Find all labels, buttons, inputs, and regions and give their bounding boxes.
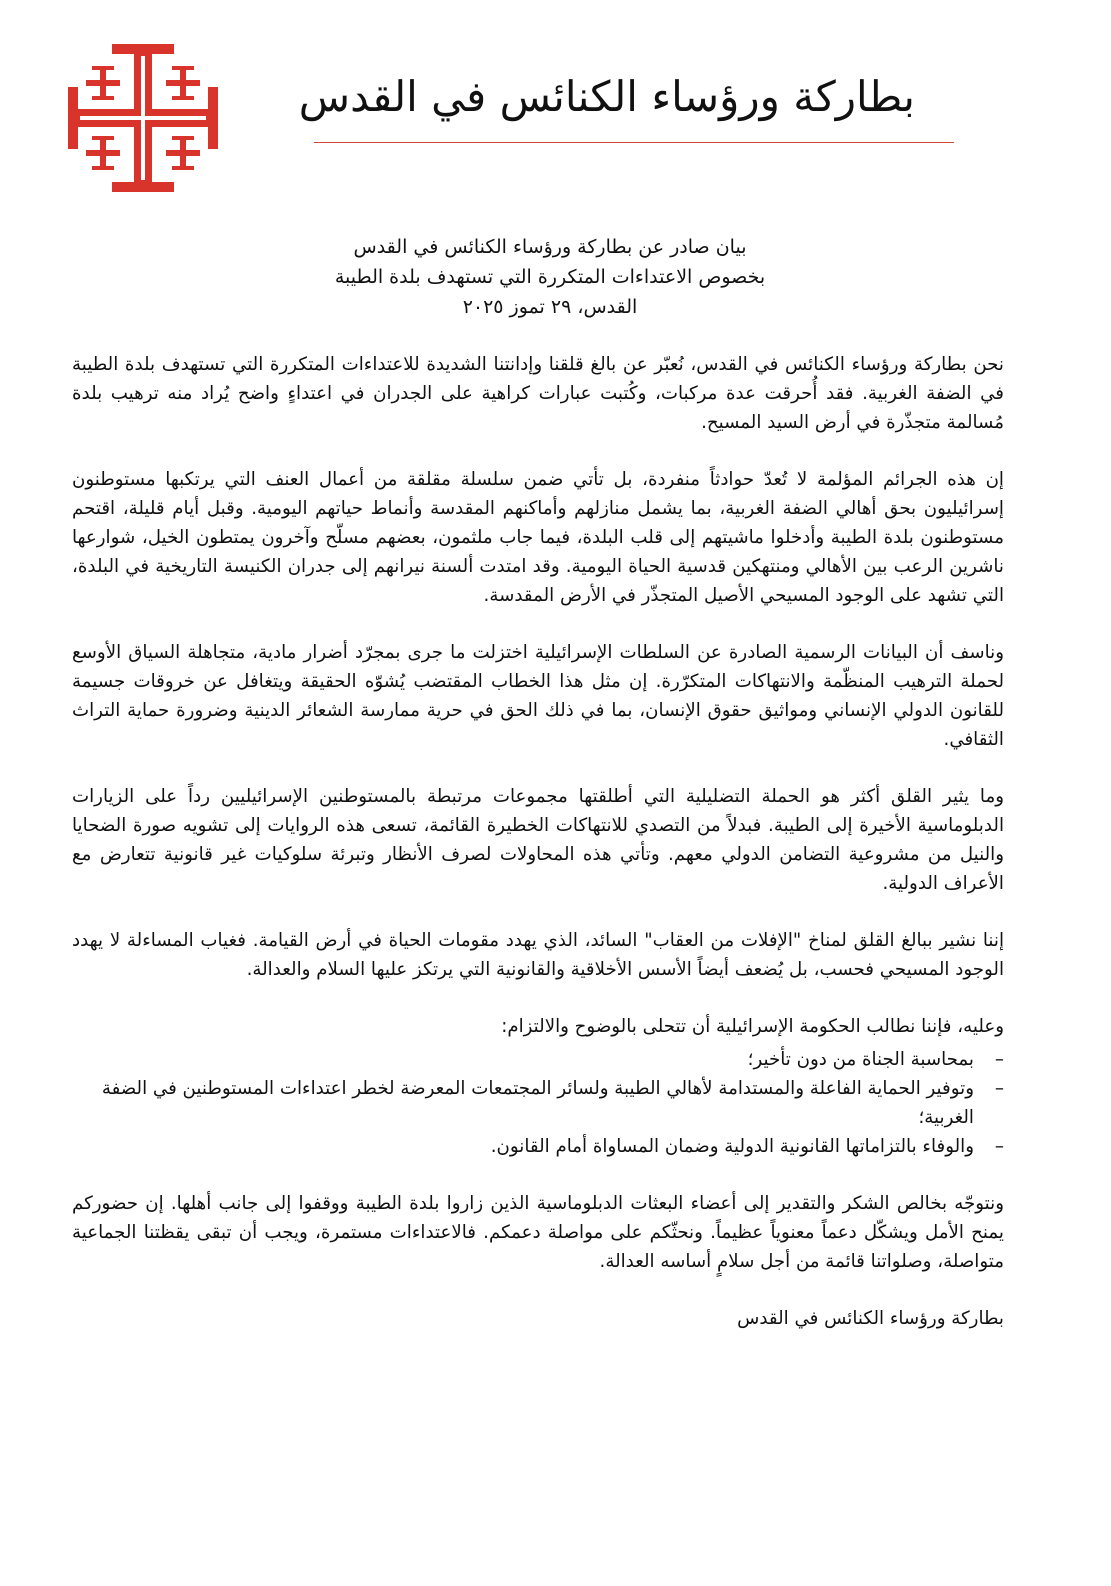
letterhead <box>0 0 1111 200</box>
list-item-text: والوفاء بالتزاماتها القانونية الدولية وضمان المساواة أمام القانون. <box>490 1136 974 1157</box>
demands-intro: وعليه، فإننا نطالب الحكومة الإسرائيلية أن تتحلى بالوضوح والالتزام: <box>501 1016 1004 1037</box>
jerusalem-cross-icon <box>66 42 220 194</box>
list-item <box>72 1045 1004 1074</box>
statement-body <box>72 350 1004 1361</box>
list-bullet: – <box>994 1049 1004 1070</box>
list-item-text: وتوفير الحماية الفاعلة والمستدامة لأهالي الطيبة ولسائر المجتمعات المعرضة لخطر اعتداءات المستوطنين في الضفة الغربية؛ <box>101 1078 974 1128</box>
statement-heading <box>160 232 940 322</box>
heading-date: القدس، ٢٩ تموز ٢٠٢٥ <box>462 296 638 318</box>
list-item-text: بمحاسبة الجناة من دون تأخير؛ <box>747 1049 974 1070</box>
paragraph-5: إننا نشير ببالغ القلق لمناخ "الإفلات من العقاب" السائد، الذي يهدد مقومات الحياة في أرض القيامة. فغياب المساءلة لا يهدد الوجود المسيحي فحسب، بل يُضعف أيضاً الأسس الأخلاقية والقانونية التي يرتكز عليها السلام والعدالة. <box>72 930 1004 980</box>
paragraph-1: نحن بطاركة ورؤساء الكنائس في القدس، نُعبّر عن بالغ قلقنا وإدانتنا الشديدة للاعتداءات المتكررة التي تستهدف بلدة الطيبة في الضفة الغربية. فقد أُحرقت عدة مركبات، وكُتبت عبارات كراهية على الجدران في اعتداءٍ واضح يُراد منه ترهيب بلدة مُسالمة متجذّرة في أرض السيد المسيح. <box>72 354 1004 433</box>
heading-line-2: بخصوص الاعتداءات المتكررة التي تستهدف بلدة الطيبة <box>334 266 766 288</box>
list-bullet: – <box>994 1078 1004 1099</box>
demands-list <box>72 1045 1004 1161</box>
paragraph-2: إن هذه الجرائم المؤلمة لا تُعدّ حوادثاً منفردة، بل تأتي ضمن سلسلة مقلقة من أعمال العنف التي يرتكبها مستوطنون إسرائيليون بحق أهالي الضفة الغربية، بما يشمل منازلهم وأماكنهم المقدسة وأنماط حياتهم اليومية. وقبل أيام قليلة، اقتحم مستوطنون بلدة الطيبة وأدخلوا ماشيتهم إلى قلب البلدة، فيما جاب ملثمون، بعضهم مسلّح وآخرون يمتطون الخيل، شوارعها ناشرين الرعب بين الأهالي ومنتهكين قدسية الحياة اليومية. وقد امتدت ألسنة نيرانهم إلى جدران الكنيسة التاريخية في البلدة، التي تشهد على الوجود المسيحي الأصيل المتجذّر في الأرض المقدسة. <box>72 469 1004 606</box>
signature: بطاركة ورؤساء الكنائس في القدس <box>737 1308 1004 1329</box>
header-divider <box>314 142 954 143</box>
list-item <box>72 1132 1004 1161</box>
paragraph-4: وما يثير القلق أكثر هو الحملة التضليلية التي أطلقتها مجموعات مرتبطة بالمستوطنين الإسرائيليين رداً على الزيارات الدبلوماسية الأخيرة إلى الطيبة. فبدلاً من التصدي للانتهاكات الخطيرة القائمة، تسعى هذه الروايات إلى تشويه صورة الضحايا والنيل من مشروعية التضامن الدولي معهم. وتأتي هذه المحاولات لصرف الأنظار وتبرئة سلوكيات غير قانونية تتعارض مع الأعراف الدولية. <box>72 786 1004 894</box>
paragraph-7: ونتوجّه بخالص الشكر والتقدير إلى أعضاء البعثات الدبلوماسية الذين زاروا بلدة الطيبة ووقفوا إلى جانب أهلها. إن حضوركم يمنح الأمل ويشكّل دعماً معنوياً عظيماً. ونحثّكم على مواصلة دعمكم. فالاعتداءات مستمرة، ويجب أن تبقى يقظتنا الجماعية متواصلة، وصلواتنا قائمة من أجل سلامٍ أساسه العدالة. <box>72 1193 1004 1272</box>
paragraph-3: وناسف أن البيانات الرسمية الصادرة عن السلطات الإسرائيلية اختزلت ما جرى بمجرّد أضرار مادية، متجاهلة السياق الأوسع لحملة الترهيب المنظّمة والانتهاكات المتكرّرة. إن مثل هذا الخطاب المقتضب يُشوّه الحقيقة ويتغافل عن خروقات جسيمة للقانون الدولي الإنساني ومواثيق حقوق الإنسان، بما في ذلك الحق في حرية ممارسة الشعائر الدينية وضرورة حماية التراث الثقافي. <box>72 642 1004 750</box>
organization-title: بطاركة ورؤساء الكنائس في القدس <box>298 72 915 121</box>
list-bullet: – <box>994 1136 1004 1157</box>
heading-line-1: بيان صادر عن بطاركة ورؤساء الكنائس في القدس <box>353 236 747 258</box>
list-item <box>72 1074 1004 1132</box>
